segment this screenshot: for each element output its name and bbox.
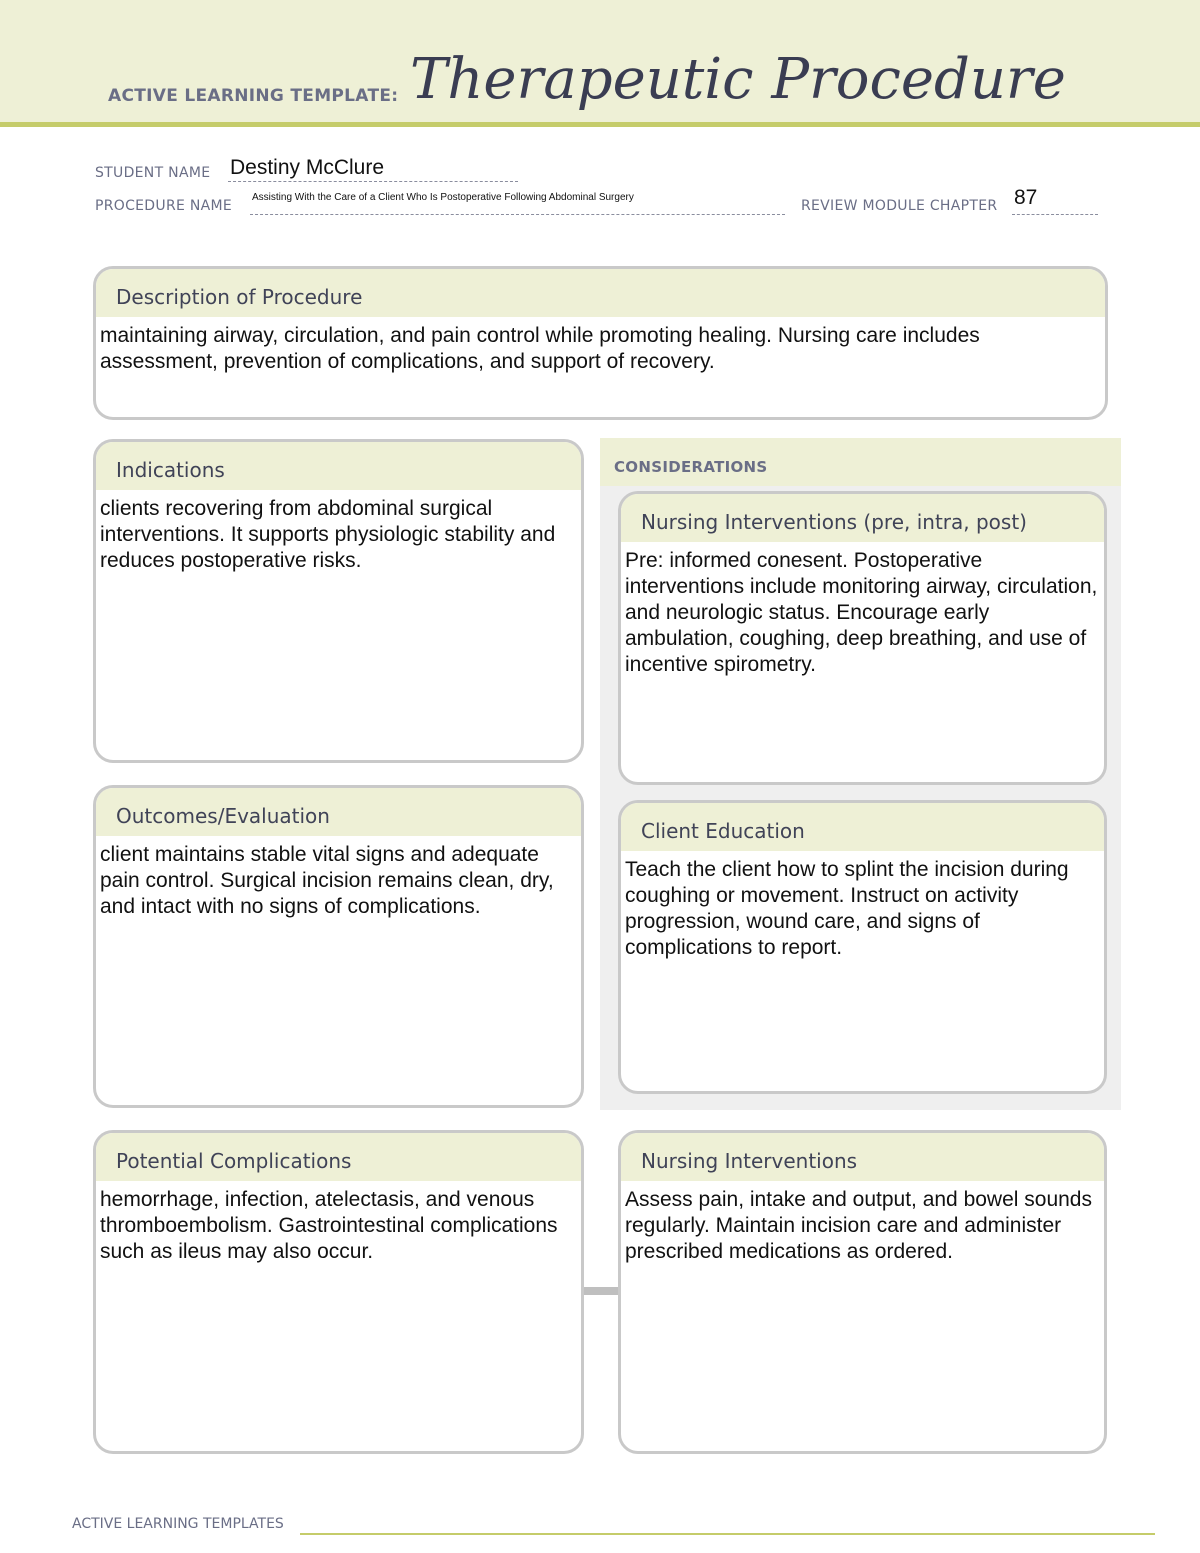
footer-rule [300, 1533, 1155, 1535]
outcomes-heading: Outcomes/Evaluation [96, 788, 581, 836]
description-heading: Description of Procedure [96, 269, 1105, 317]
template-label: ACTIVE LEARNING TEMPLATE: [108, 86, 399, 106]
outcomes-box [93, 785, 584, 1108]
potential-complications-heading: Potential Complications [96, 1133, 581, 1181]
review-module-chapter-field[interactable]: 87 [1014, 186, 1038, 209]
nursing-interventions-pip-box [618, 491, 1107, 785]
footer-text: ACTIVE LEARNING TEMPLATES [72, 1516, 284, 1532]
indications-text[interactable]: clients recovering from abdominal surgical interventions. It supports physiologic stability and reduces postoperative risks. [100, 497, 556, 572]
indications-box [93, 439, 584, 763]
review-module-label: REVIEW MODULE CHAPTER [801, 198, 998, 214]
connector-bar [582, 1287, 620, 1295]
review-module-line [1012, 214, 1098, 215]
student-name-label: STUDENT NAME [95, 165, 211, 181]
indications-heading: Indications [96, 442, 581, 490]
procedure-name-field[interactable]: Assisting With the Care of a Client Who Is Postoperative Following Abdominal Surgery [252, 192, 634, 203]
potential-complications-text[interactable]: hemorrhage, infection, atelectasis, and venous thromboembolism. Gastrointestinal complications such as ileus may also occur. [100, 1188, 558, 1263]
client-education-box [618, 800, 1107, 1094]
procedure-name-line [250, 214, 785, 215]
nursing-interventions-heading: Nursing Interventions [621, 1133, 1104, 1181]
description-text[interactable]: maintaining airway, circulation, and pain control while promoting healing. Nursing care includes assessment, prevention of complications, and support of recovery. [100, 324, 980, 373]
header-rule [0, 122, 1200, 127]
nursing-interventions-box [618, 1130, 1107, 1454]
nursing-interventions-text[interactable]: Assess pain, intake and output, and bowel sounds regularly. Maintain incision care and administer prescribed medications as ordered. [625, 1188, 1092, 1263]
nursing-interventions-pip-heading: Nursing Interventions (pre, intra, post) [621, 494, 1104, 542]
page-title: Therapeutic Procedure [410, 47, 1066, 112]
client-education-heading: Client Education [621, 803, 1104, 851]
considerations-label: CONSIDERATIONS [614, 458, 768, 476]
potential-complications-box [93, 1130, 584, 1454]
procedure-name-label: PROCEDURE NAME [95, 198, 233, 214]
student-name-line [228, 181, 518, 182]
client-education-text[interactable]: Teach the client how to splint the incision during coughing or movement. Instruct on activity progression, wound care, and signs of complications to report. [625, 858, 1069, 959]
description-box [93, 266, 1108, 420]
student-name-field[interactable]: Destiny McClure [230, 156, 385, 179]
outcomes-text[interactable]: client maintains stable vital signs and adequate pain control. Surgical incision remains clean, dry, and intact with no signs of complications. [100, 843, 554, 918]
nursing-interventions-pip-text[interactable]: Pre: informed conesent. Postoperative interventions include monitoring airway, circulation, and neurologic status. Encourage early ambulation, coughing, deep breathing, and use of incentive spirometry. [625, 549, 1098, 676]
